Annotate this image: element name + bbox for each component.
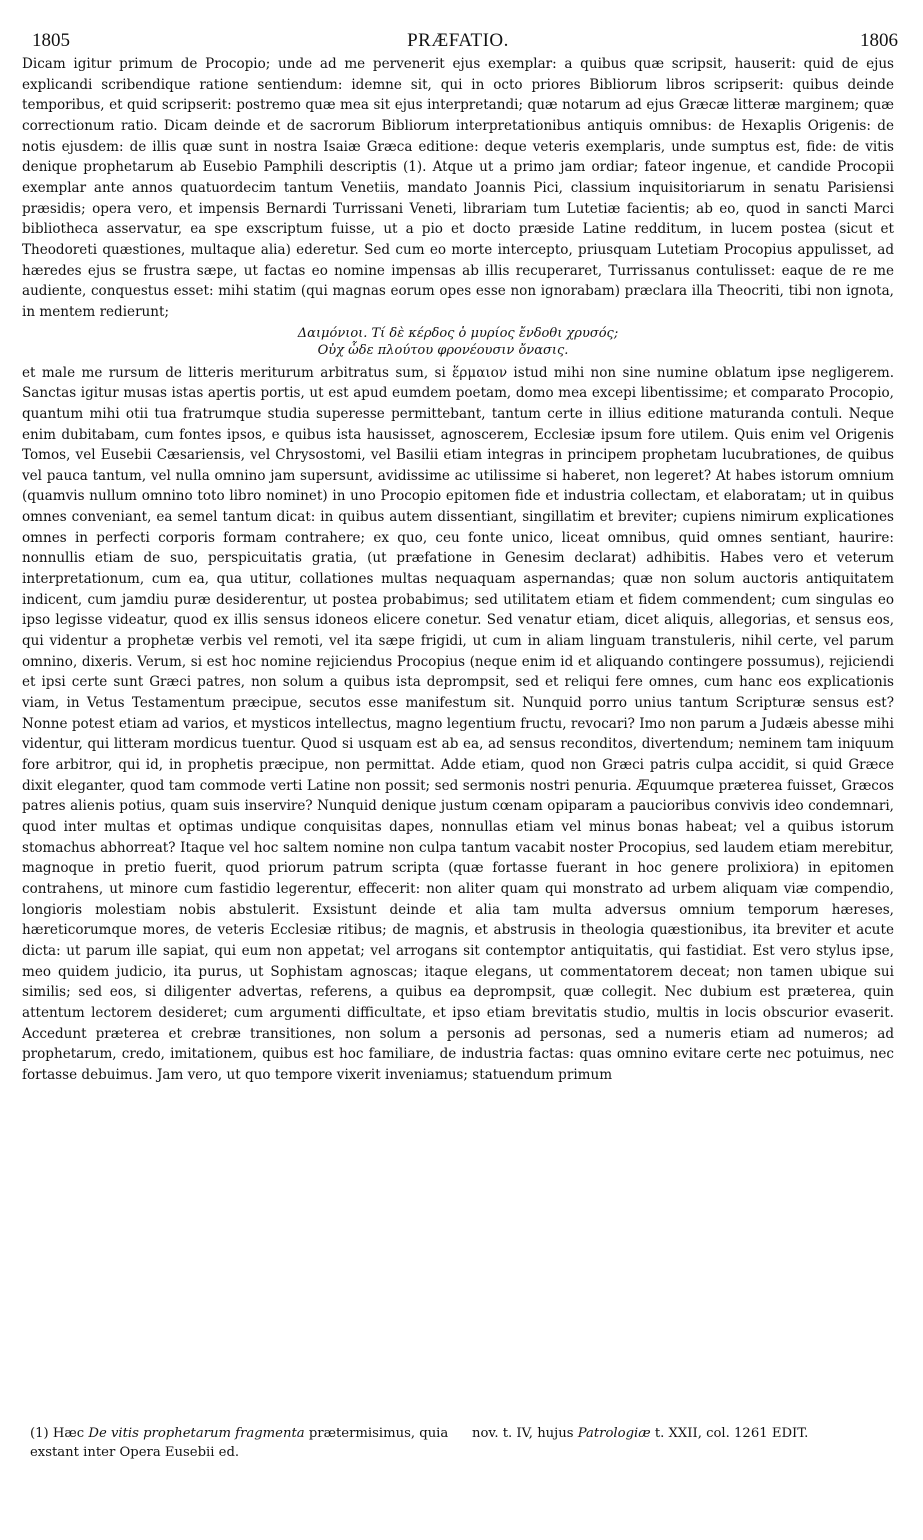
- footnote-marker: (1): [30, 1426, 49, 1441]
- footnote-right-italic: Patrologiæ: [577, 1426, 651, 1441]
- footnote-text-post: prætermisimus, quia exstant inter Opera Eusebii ed.: [30, 1426, 449, 1460]
- footnote-left-column: [30, 1424, 470, 1462]
- footnote-title-italic: De vitis prophetarum fragmenta: [88, 1426, 305, 1441]
- footnote-right-post: t. XXII, col. 1261: [654, 1426, 768, 1441]
- footnote-right-pre: nov. t. IV, hujus: [472, 1426, 574, 1441]
- running-title: PRÆFATIO.: [407, 30, 509, 51]
- greek-verse: [22, 325, 894, 359]
- page-header: [22, 30, 898, 54]
- footnote-text-pre: Hæc: [52, 1426, 85, 1441]
- page: [22, 30, 898, 1086]
- paragraph-2: et male me rursum de litteris meriturum arbitratus sum, si ἕρμαιον istud mihi non sine numine oblatum ipse negligerem. Sanctas igitur musas istas apertis portis, ut est apud eumdem poetam, domo mea excepi libentissime; et comparato Procopio, quantum mihi otii tua fratrumque studia superesse permittebant, tantum certe in illius editione maturanda contuli. Neque enim dubitabam, cum fontes ipsos, e quibus ista hausisset, agnoscerem, Ecclesiæ ipsum fore utilem. Quis enim vel Origenis Tomos, vel Eusebii Cæsariensis, vel Chrysostomi, vel Basilii etiam integras in principem prophetam lucubrationes, de quibus vel pauca tantum, vel nulla omnino jam supersunt, avidissime ac utilissime si haberet, non legeret? At habes istorum omnium (quamvis nullum omnino toto libro nominet) in uno Procopio epitomen fide et industria collectam, et elaboratam; ut in quibus omnes conveniant, ea semel tantum dicat: in quibus autem dissentiant, singillatim et breviter; cupiens nimirum explicationes omnes in perfecti corporis formam contrahere; ex quo, ceu fonte unico, liceat omnibus, quid omnes sentiant, haurire: nonnullis etiam de suo, perspicuitatis gratia, (ut præfatione in Genesim declarat) adhibitis. Habes vero et veterum interpretationum, cum ea, qua utitur, collationes multas nequaquam aspernandas; quæ non solum auctoris antiquitatem indicent, cum jamdiu puræ desiderentur, ut postea probabimus; sed utilitatem etiam et fidem commendent; cum singulas eo ipso legisse videatur, quod ex illis sensus idoneos elicere conetur. Sed venatur etiam, dicet aliquis, allegorias, et sensus eos, qui videntur a prophetæ verbis vel remoti, vel ita sæpe frigidi, ut cum in aliam linguam transtuleris, nihil certe, vel parum omnino, dixeris. Verum, si est hoc nomine rejiciendus Procopius (neque enim id et aliquando contingere possumus), rejiciendi et ipsi certe sunt Græci patres, non solum a quibus ista deprompsit, sed et reliqui fere omnes, cum hanc eos explicationis viam, in Vetus Testamentum præcipue, secutos esse manifestum sit. Nunquid porro unius tantum Scripturæ sensus est? Nonne potest etiam ad varios, et mysticos intellectus, magno legentium fructu, revocari? Imo non parum a Judæis abesse mihi videntur, qui litteram mordicus tuentur. Quod si usquam est ab ea, ad sensus reconditos, divertendum; neminem tam iniquum fore arbitror, qui id, in prophetis præcipue, non permittat. Adde etiam, quod non Græci patris culpa accidit, si quid Græce dixit eleganter, quod tam commode verti Latine non possit; sed sermonis nostri penuria. Æquumque præterea fuisset, Græcos patres alienis potius, quam suis inservire? Nunquid denique justum cœnam opiparam a paucioribus convivis ideo condemnari, quod inter multas et optimas undique conquisitas dapes, nonnullas etiam vel minus bonas habeat; vel a quibus istorum stomachus abhorreat? Itaque vel hoc saltem nomine non culpa tantum vacabit noster Procopius, sed laudem etiam merebitur, magnoque in pretio fuerit, quod priorum patrum scripta (quæ fortasse fuerant in hoc genere prolixiora) in epitomen contrahens, ut minore cum fastidio legerentur, effecerit: non aliter quam qui monstrato ad urbem aliquam viæ compendio, longioris molestiam nobis abstulerit. Exsistunt deinde et alia tam multa adversus omnium temporum hæreses, hæreticorumque mores, de veteris Ecclesiæ ritibus; de magnis, et abstrusis in theologia quæstionibus, ita breviter et acute dicta: ut parum ille sapiat, qui eum non appetat; vel arrogans sit contemptor antiquitatis, qui fastidiat. Est vero stylus ipse, meo quidem judicio, ita purus, ut Sophistam agnoscas; itaque elegans, ut commentatorem deceat; non tamen ubique sui similis; sed eos, si diligenter advertas, referens, a quibus ea deprompsit, quæ collegit. Nec dubium est præterea, quin attentum lectorem desideret; cum argumenti difficultate, et ipso etiam brevitatis studio, multis in locis obscurior evaserit. Accedunt præterea et crebræ transitiones, non solum a personis ad personas, sed a numeris etiam ad numeros; ad prophetarum, credo, imitationem, quibus est hoc familiare, de industria factas: quas omnino evitare certe nec potuimus, nec fortasse debuimus. Jam vero, ut quo tempore vixerit inveniamus; statuendum primum: [22, 364, 894, 1083]
- greek-verse-line-1: Δαιμόνιοι. Τί δὲ κέρδος ὁ μυρίος ἔνδοθι χρυσός;: [297, 325, 619, 341]
- footnote-right-column: [472, 1424, 902, 1443]
- paragraph-1: Dicam igitur primum de Procopio; unde ad me pervenerit ejus exemplar: a quibus quæ scripsit, hauserit: quid de ejus explicandi scribendique ratione sentiendum: idemne sit, qui in octo priores Bibliorum libros scripserit: quibus deinde temporibus, et quid scripserit: postremo quæ mea sit ejus interpretandi; quæ notarum ad ejus Græcæ litteræ marginem; quæ correctionum ratio. Dicam deinde et de sacrorum Bibliorum interpretationibus antiquis omnibus: de Hexaplis Origenis: de notis ejusdem: de illis quæ sunt in nostra Isaiæ Græca editione: deque veteris exemplaris, unde sumptus est, fide: de vitis denique prophetarum ab Eusebio Pamphili descriptis (1). Atque ut a primo jam ordiar; fateor ingenue, et candide Procopii exemplar ante annos quatuordecim tantum Venetiis, mandato Joannis Pici, classium inquisitoriarum in senatu Parisiensi præsidis; opera vero, et impensis Bernardi Turrissani Veneti, librariam tum Lutetiæ facientis; ab eo, quod in sancti Marci bibliotheca asservatur, ea spe exscriptum fuisse, ut a pio et docto præside Latine redditum, in lucem postea (sicut et Theodoreti quæstiones, multaque alia) ederetur. Sed cum eo morte intercepto, priusquam Lutetiam Procopius appulisset, ad hæredes ejus se frustra sæpe, ut factas eo nomine impensas ab illis recuperaret, Turrissanus contulisset: eaque de re me audiente, conquestus esset: mihi statim (qui magnas eorum opes esse non ignorabam) præclara illa Theocriti, tibi non ignota, in mentem redierunt;: [22, 56, 894, 320]
- greek-verse-line-2: Οὐχ ὧδε πλούτου φρονέουσιν ὄνασις.: [317, 342, 569, 358]
- footnote-editor-mark: EDIT.: [771, 1426, 809, 1441]
- page-number-right: 1806: [860, 30, 898, 51]
- page-number-left: 1805: [32, 30, 70, 51]
